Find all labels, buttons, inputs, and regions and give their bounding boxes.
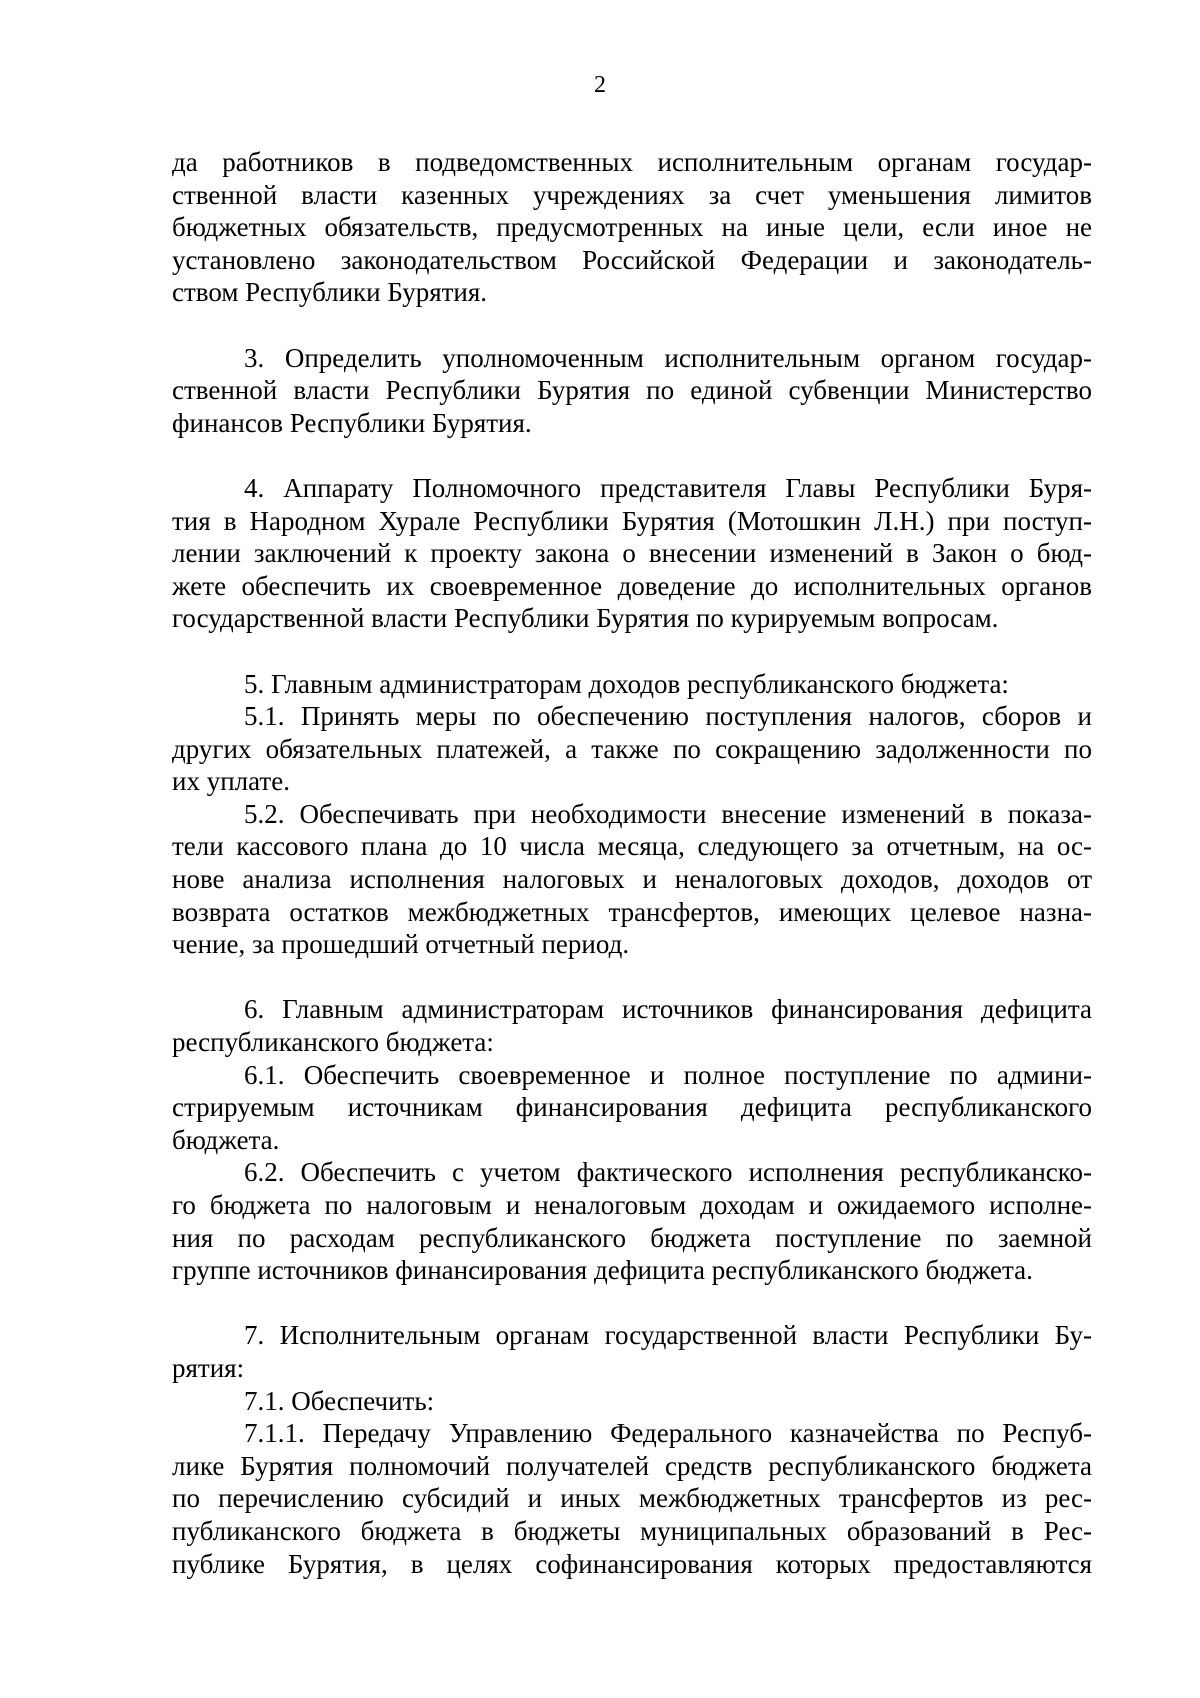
paragraph-gap [172,309,1092,342]
text-line: ственной власти казенных учреждениях за счет уменьшения лимитов [172,179,1092,210]
text-line: тия в Народном Хурале Республики Бурятия (Мотошкин Л.Н.) при поступ- [172,505,1092,536]
text-line: 3. Определить уполномоченным исполнительным органом государ- [244,342,1092,373]
text-line: 6. Главным администраторам источников финансирования дефицита [244,994,1092,1025]
text-line: 4. Аппарату Полномочного представителя Главы Республики Буря- [244,472,1092,503]
text-line: ственной власти Республики Бурятия по единой субвенции Министерство [172,375,1092,406]
text-line: их уплате. [172,766,290,797]
text-line: рятия: [172,1352,245,1383]
text-line: 6.2. Обеспечить с учетом фактического исполнения республиканско- [244,1157,1092,1188]
text-line: жете обеспечить их своевременное доведение до исполнительных органов [172,570,1092,601]
text-line: лении заключений к проекту закона о внесении изменений в Закон о бюд- [172,538,1092,569]
text-line: бюджетных обязательств, предусмотренных на иные цели, если иное не [172,212,1092,243]
text-line: публике Бурятия, в целях софинансирования которых предоставляются [172,1548,1092,1579]
text-line: 7.1. Обеспечить: [244,1385,435,1416]
text-line: 7. Исполнительным органам государственной власти Республики Бу- [244,1320,1092,1351]
text-line: республиканского бюджета: [172,1027,494,1058]
text-line: публиканского бюджета в бюджеты муниципальных образований в Рес- [172,1515,1092,1546]
text-line: бюджета. [172,1124,280,1155]
text-line: других обязательных платежей, а также по сокращению задолженности по [172,733,1092,764]
text-line: государственной власти Республики Бурятия по курируемым вопросам. [172,603,999,634]
text-line: установлено законодательством Российской Федерации и законодатель- [172,244,1092,275]
text-line: чение, за прошедший отчетный период. [172,929,630,960]
text-line: нове анализа исполнения налоговых и неналоговых доходов, доходов от [172,864,1092,895]
text-line: 7.1.1. Передачу Управлению Федерального казначейства по Респуб- [244,1418,1092,1449]
text-line: тели кассового плана до 10 числа месяца, следующего за отчетным, на ос- [172,831,1092,862]
text-line: 5. Главным администраторам доходов республиканского бюджета: [244,668,1009,699]
document-body [172,146,1092,1580]
page-number: 2 [594,72,606,98]
paragraph-gap [172,635,1092,668]
text-line: 5.2. Обеспечивать при необходимости внесение изменений в показа- [244,798,1092,829]
text-line: ния по расходам республиканского бюджета поступление по заемной [172,1222,1092,1253]
text-line: 6.1. Обеспечить своевременное и полное поступление по админи- [244,1059,1092,1090]
text-line: 5.1. Принять меры по обеспечению поступления налогов, сборов и [244,701,1092,732]
text-line: да работников в подведомственных исполнительным органам государ- [172,147,1092,177]
text-line: возврата остатков межбюджетных трансфертов, имеющих целевое назна- [172,896,1092,927]
text-line: стрируемым источникам финансирования дефицита республиканского [172,1092,1092,1123]
text-line: ством Республики Бурятия. [172,277,488,308]
text-line: группе источников финансирования дефицита республиканского бюджета. [172,1255,1033,1286]
text-line: финансов Республики Бурятия. [172,407,532,438]
text-line: лике Бурятия полномочий получателей средств республиканского бюджета [172,1450,1092,1481]
paragraph-gap [172,1287,1092,1320]
paragraph-gap [172,961,1092,994]
paragraph-gap [172,439,1092,472]
text-line: по перечислению субсидий и иных межбюджетных трансфертов из рес- [172,1483,1092,1514]
text-line: го бюджета по налоговым и неналоговым доходам и ожидаемого исполне- [172,1190,1092,1220]
